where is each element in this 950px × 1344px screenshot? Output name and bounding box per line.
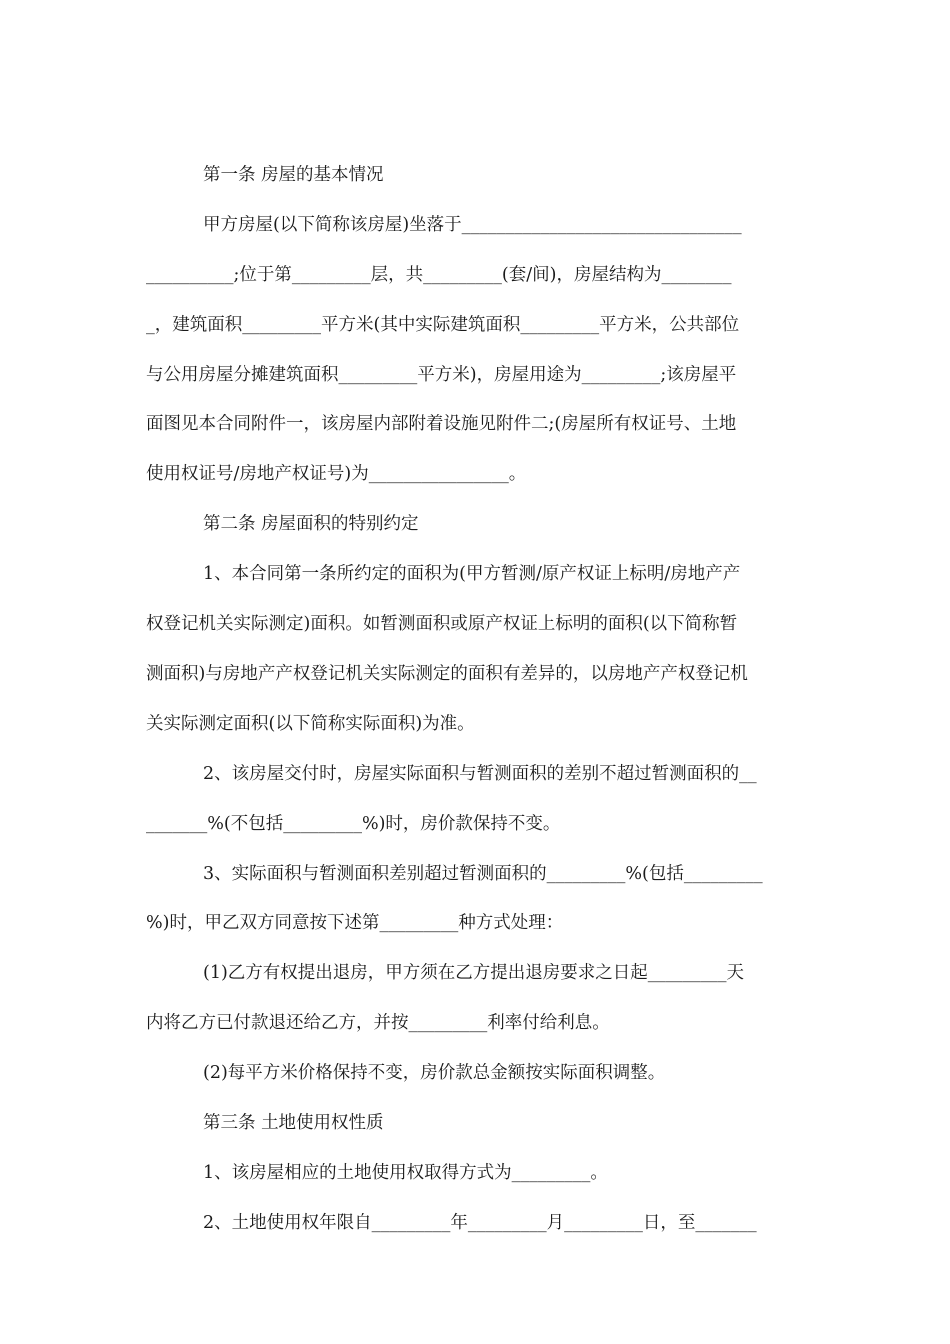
article-2-item-3-line-2: %)时，甲乙双方同意按下述第_________种方式处理： (146, 913, 564, 933)
article-2-item-1-line-2: 权登记机关实际测定)面积。如暂测面积或原产权证上标明的面积(以下简称暂 (146, 614, 738, 634)
article-1-text-line-4: 与公用房屋分摊建筑面积_________平方米)，房屋用途为_________;该房屋平 (146, 365, 737, 385)
article-2-item-3-line-1: 3、实际面积与暂测面积差别超过暂测面积的_________%(包括_________ (203, 864, 763, 884)
article-2-option-2: (2)每平方米价格保持不变，房价款总金额按实际面积调整。 (203, 1063, 666, 1083)
article-1-text-line-6: 使用权证号/房地产权证号)为________________。 (146, 464, 527, 484)
article-2-item-2-line-1: 2、该房屋交付时，房屋实际面积与暂测面积的差别不超过暂测面积的__ (203, 764, 757, 784)
article-1-text-line-1: 甲方房屋(以下简称该房屋)坐落于________________________________ (203, 215, 742, 235)
article-3-item-2: 2、土地使用权年限自_________年_________月_________日，至_______ (203, 1213, 757, 1233)
article-2-item-1-line-3: 测面积)与房地产产权登记机关实际测定的面积有差异的，以房地产产权登记机 (146, 664, 748, 684)
article-3-item-1: 1、该房屋相应的土地使用权取得方式为_________。 (203, 1163, 608, 1183)
article-2-item-1-line-1: 1、本合同第一条所约定的面积为(甲方暂测/原产权证上标明/房地产产 (203, 564, 741, 584)
article-1-text-line-3: _，建筑面积_________平方米(其中实际建筑面积_________平方米，公共部位 (146, 315, 740, 335)
article-2-item-2-line-2: _______%(不包括_________%)时，房价款保持不变。 (146, 814, 561, 834)
article-2-heading: 第二条 房屋面积的特别约定 (203, 514, 419, 534)
article-2-item-1-line-4: 关实际测定面积(以下简称实际面积)为准。 (146, 714, 475, 734)
article-2-option-1-line-1: (1)乙方有权提出退房，甲方须在乙方提出退房要求之日起_________天 (203, 963, 745, 983)
article-1-heading: 第一条 房屋的基本情况 (203, 165, 384, 185)
article-1-text-line-2: __________;位于第_________层，共_________(套/间)，房屋结构为________ (146, 265, 732, 285)
article-1-text-line-5: 面图见本合同附件一，该房屋内部附着设施见附件二;(房屋所有权证号、土地 (146, 414, 737, 434)
article-3-heading: 第三条 土地使用权性质 (203, 1113, 384, 1133)
article-2-option-1-line-2: 内将乙方已付款退还给乙方，并按_________利率付给利息。 (146, 1013, 610, 1033)
